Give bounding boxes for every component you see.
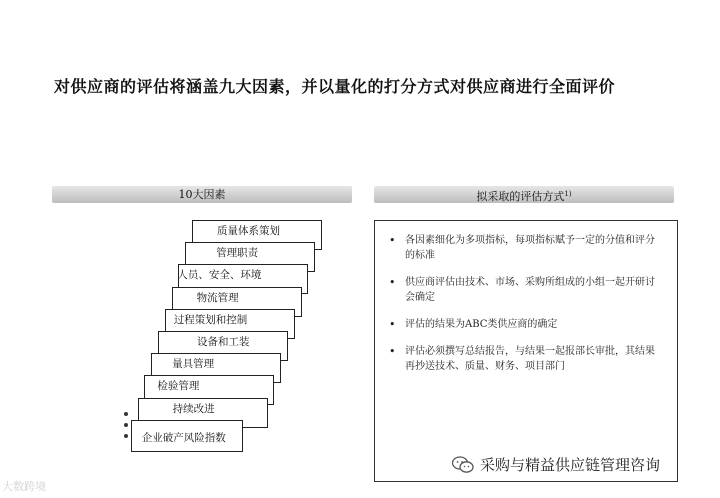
factor-label: 管理职责	[216, 247, 259, 260]
watermark-right	[452, 454, 660, 475]
factor-label: 过程策划和控制	[173, 313, 248, 326]
factor-label: 量具管理	[172, 358, 215, 371]
method-item: • 评估的结果为ABC类供应商的确定	[389, 317, 663, 332]
factor-label: 质量体系策划	[217, 225, 280, 237]
factor-label: 企业破产风险指数	[141, 431, 226, 444]
watermark-left: 大数跨境	[2, 480, 46, 493]
wechat-icon	[452, 456, 474, 474]
factors-header: 10大因素	[52, 186, 352, 203]
factor-card	[131, 420, 243, 452]
ellipsis-dot	[124, 434, 128, 438]
method-header	[374, 186, 674, 203]
method-item: • 各因素细化为多项指标，每项指标赋予一定的分值和评分的标准	[389, 233, 663, 263]
factor-label: 设备和工装	[197, 336, 250, 348]
ellipsis-dot	[124, 423, 128, 427]
method-header-text: 拟采取的评估方式	[476, 190, 565, 203]
ellipsis-dot	[124, 412, 128, 416]
page-title: 对供应商的评估将涵盖九大因素，并以量化的打分方式对供应商进行全面评价	[54, 77, 616, 96]
method-item: • 供应商评估由技术、市场、采购所组成的小组一起开研讨会确定	[389, 275, 663, 305]
factor-label: 持续改进	[172, 402, 215, 415]
factor-label: 检验管理	[157, 380, 200, 393]
factor-label: 物流管理	[196, 291, 239, 304]
method-item: • 评估必须撰写总结报告，与结果一起报部长审批，其结果再抄送技术、质量、财务、项目部门	[389, 344, 663, 374]
watermark-right-text: 采购与精益供应链管理咨询	[480, 456, 661, 474]
factor-label: 人员、安全、环境	[177, 269, 262, 282]
method-panel	[374, 220, 678, 482]
method-header-footnote: 1)	[564, 190, 572, 198]
method-list	[375, 221, 677, 374]
